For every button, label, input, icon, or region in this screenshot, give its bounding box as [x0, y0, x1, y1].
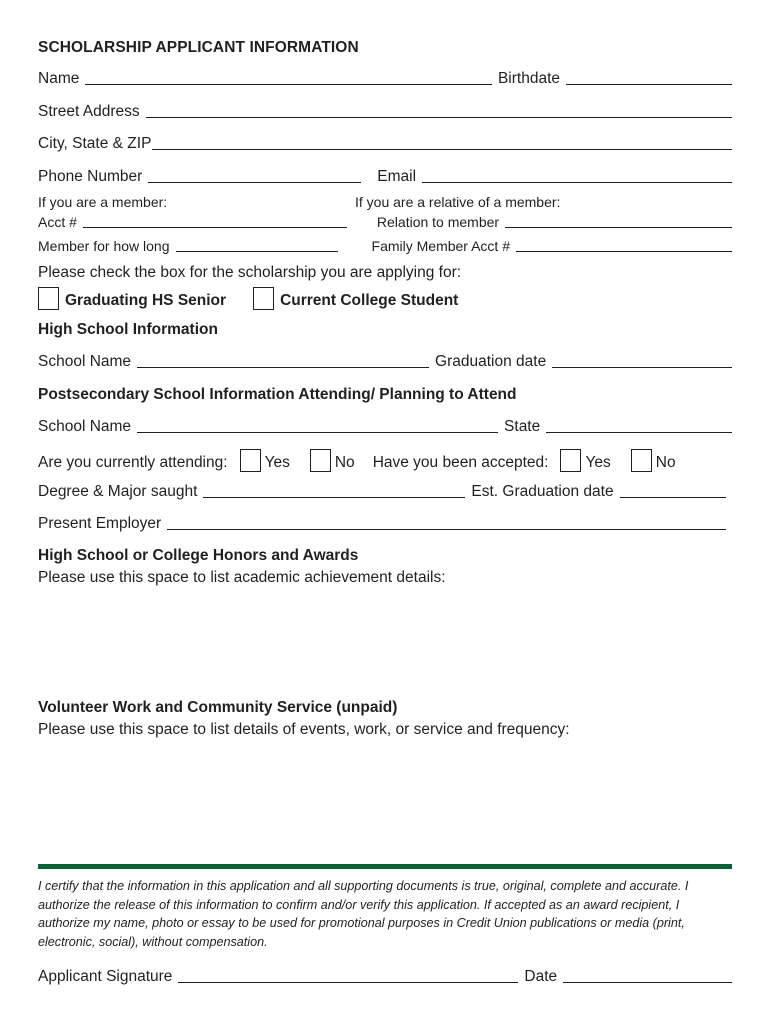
attending-yes-checkbox[interactable] [240, 449, 261, 472]
degree-row [38, 483, 732, 501]
attending-no-label: No [334, 454, 355, 471]
state-label: State [504, 418, 541, 435]
state-field[interactable] [546, 431, 732, 433]
signature-row [38, 968, 732, 986]
birthdate-label: Birthdate [497, 70, 560, 87]
college-student-checkbox[interactable] [253, 287, 274, 310]
city-label: City, State & ZIP [38, 135, 152, 152]
member-length-row [38, 237, 732, 255]
honors-prompt: Please use this space to list academic achievement details: [38, 569, 446, 586]
city-row [38, 135, 732, 153]
honors-heading: High School or College Honors and Awards [38, 547, 359, 564]
street-row [38, 103, 732, 121]
acct-row [38, 213, 732, 231]
name-label: Name [38, 70, 80, 87]
college-student-label: Current College Student [280, 292, 459, 309]
signature-label: Applicant Signature [38, 968, 173, 985]
relative-intro: If you are a relative of a member: [355, 194, 561, 210]
accepted-no-checkbox[interactable] [631, 449, 652, 472]
hs-school-name-label: School Name [38, 353, 132, 370]
street-label: Street Address [38, 103, 140, 120]
signature-field[interactable] [178, 981, 518, 983]
volunteer-text-area[interactable] [38, 744, 732, 856]
form-heading: SCHOLARSHIP APPLICANT INFORMATION [38, 39, 359, 56]
accepted-yes-checkbox[interactable] [560, 449, 581, 472]
member-how-long-field[interactable] [176, 250, 338, 252]
divider-rule [38, 864, 732, 869]
accepted-yes-option[interactable] [560, 449, 610, 472]
name-row [38, 70, 732, 88]
degree-label: Degree & Major saught [38, 483, 198, 500]
est-grad-label: Est. Graduation date [471, 483, 614, 500]
volunteer-prompt: Please use this space to list details of events, work, or service and frequency: [38, 721, 570, 738]
status-row [38, 449, 732, 472]
hs-school-row [38, 353, 732, 371]
degree-field[interactable] [203, 496, 465, 498]
name-field[interactable] [85, 83, 492, 85]
acct-label: Acct # [38, 214, 77, 230]
hs-school-name-field[interactable] [137, 366, 429, 368]
city-field[interactable] [152, 148, 732, 150]
relation-field[interactable] [505, 226, 732, 228]
member-how-long-label: Member for how long [38, 238, 170, 254]
phone-row [38, 168, 732, 186]
scholarship-options [38, 287, 732, 310]
hs-info-heading: High School Information [38, 321, 218, 338]
attending-yes-label: Yes [264, 454, 290, 471]
accepted-label: Have you been accepted: [372, 454, 549, 471]
attending-no-checkbox[interactable] [310, 449, 331, 472]
employer-row [38, 515, 732, 533]
email-label: Email [377, 168, 417, 185]
email-field[interactable] [422, 181, 732, 183]
volunteer-heading: Volunteer Work and Community Service (unpaid) [38, 699, 398, 716]
relation-label: Relation to member [376, 214, 500, 230]
accepted-yes-label: Yes [585, 454, 611, 471]
acct-field[interactable] [83, 226, 347, 228]
street-field[interactable] [146, 116, 732, 118]
phone-label: Phone Number [38, 168, 143, 185]
ps-school-row [38, 418, 732, 436]
birthdate-field[interactable] [566, 83, 732, 85]
honors-text-area[interactable] [38, 592, 732, 692]
attending-label: Are you currently attending: [38, 454, 228, 471]
hs-senior-label: Graduating HS Senior [65, 292, 227, 309]
family-acct-label: Family Member Acct # [371, 238, 510, 254]
option-college-student[interactable] [253, 287, 458, 310]
est-grad-field[interactable] [620, 496, 726, 498]
graduation-date-label: Graduation date [435, 353, 547, 370]
ps-school-name-field[interactable] [137, 431, 498, 433]
postsec-heading: Postsecondary School Information Attending/ Planning to Attend [38, 386, 517, 403]
check-prompt: Please check the box for the scholarship you are applying for: [38, 264, 462, 281]
member-intro: If you are a member: [38, 194, 168, 210]
option-hs-senior[interactable] [38, 287, 226, 310]
accepted-no-option[interactable] [631, 449, 676, 472]
ps-school-name-label: School Name [38, 418, 132, 435]
certification-text: I certify that the information in this application and all supporting documents is true, original, complete and accurate. I authorize the release of this information to confirm and/or verify this application. If accepted as an award recipient, I authorize my name, photo or essay to be used for promotional purposes in Credit Union publications or media (print, electronic, social), without compensation. [38, 879, 689, 949]
family-acct-field[interactable] [516, 250, 732, 252]
hs-senior-checkbox[interactable] [38, 287, 59, 310]
date-label: Date [524, 968, 558, 985]
accepted-no-label: No [655, 454, 676, 471]
date-field[interactable] [563, 981, 732, 983]
phone-field[interactable] [148, 181, 361, 183]
employer-label: Present Employer [38, 515, 162, 532]
employer-field[interactable] [167, 528, 726, 530]
graduation-date-field[interactable] [552, 366, 732, 368]
attending-no-option[interactable] [310, 449, 355, 472]
attending-yes-option[interactable] [240, 449, 290, 472]
